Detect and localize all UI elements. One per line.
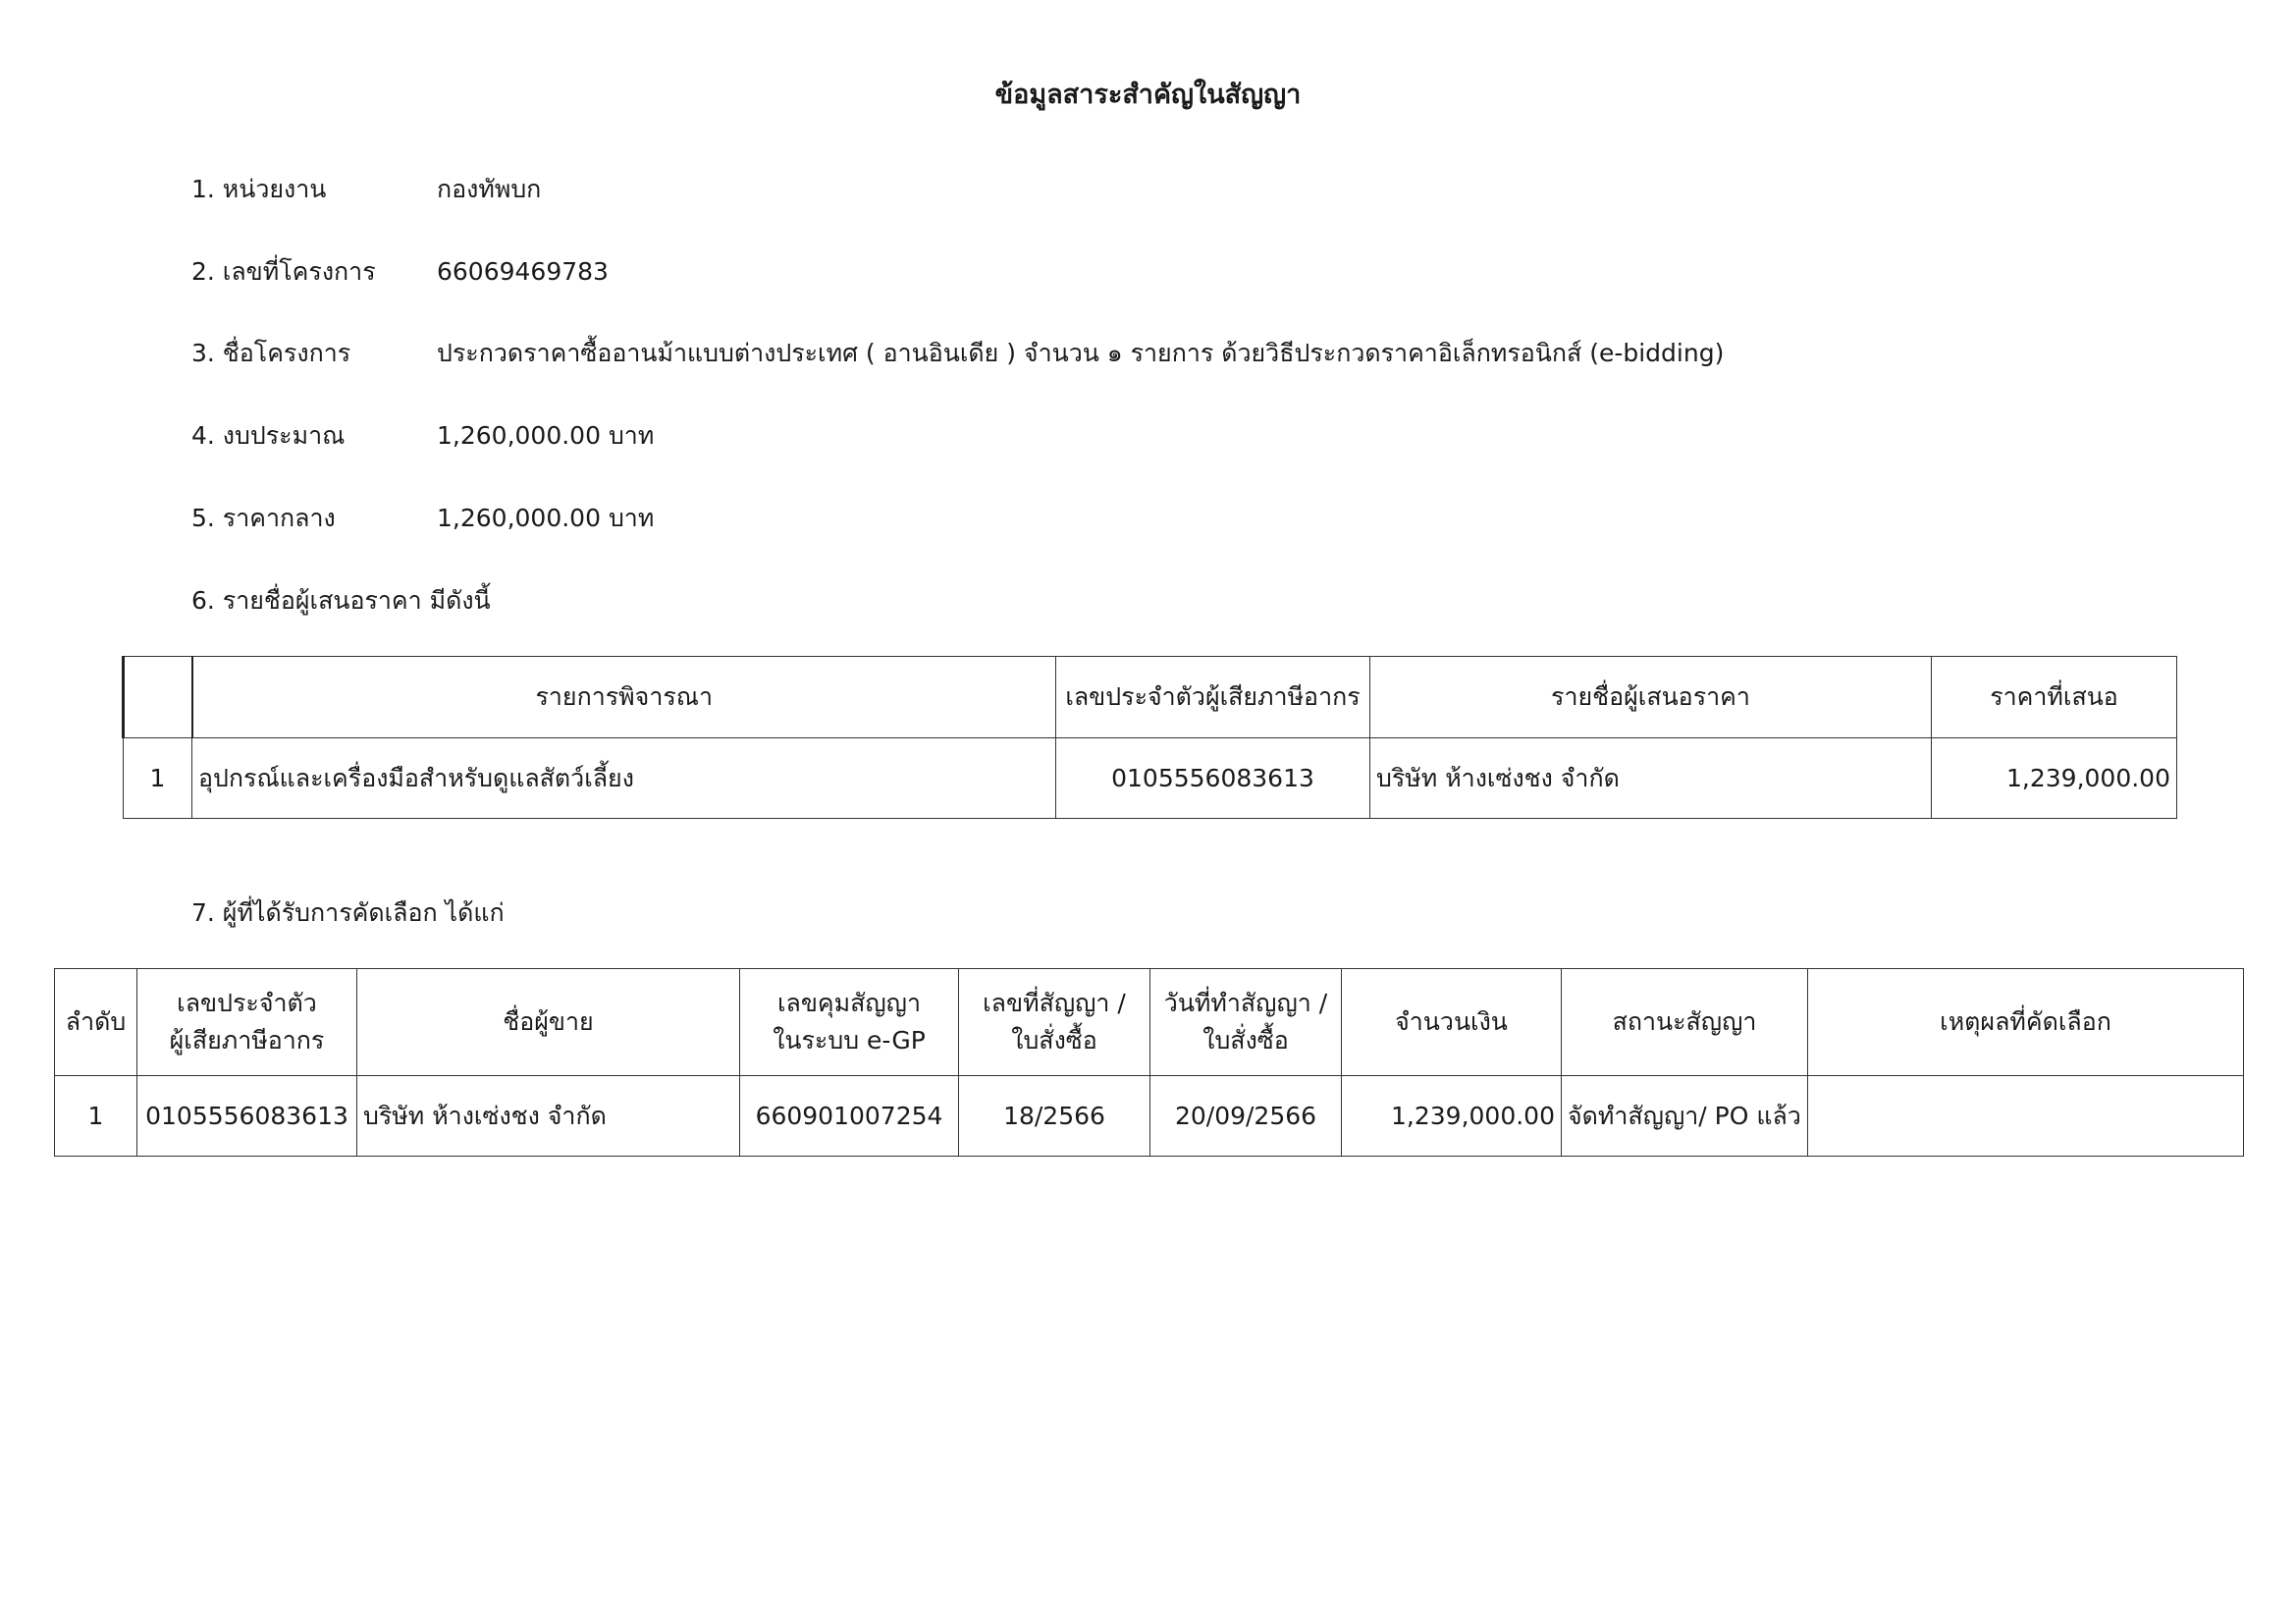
header-cell: เลขที่สัญญา / ใบสั่งซื้อ	[959, 969, 1150, 1076]
price-cell: 1,239,000.00	[1932, 738, 2177, 819]
contract-date-cell: 20/09/2566	[1150, 1076, 1342, 1157]
amount-cell: 1,239,000.00	[1342, 1076, 1562, 1157]
winners-header-row	[55, 969, 2244, 1076]
header-cell: วันที่ทำสัญญา / ใบสั่งซื้อ	[1150, 969, 1342, 1076]
field-value: 66069469783	[437, 257, 609, 286]
header-cell: สถานะสัญญา	[1562, 969, 1808, 1076]
header-cell: เหตุผลที่คัดเลือก	[1808, 969, 2244, 1076]
row-number: 1	[124, 738, 192, 819]
field-label: 2. เลขที่โครงการ	[191, 257, 376, 286]
tax-id-cell: 0105556083613	[137, 1076, 357, 1157]
header-cell: จำนวนเงิน	[1342, 969, 1562, 1076]
field-label: 4. งบประมาณ	[191, 421, 346, 450]
row-number: 1	[55, 1076, 137, 1157]
header-cell: ชื่อผู้ขาย	[357, 969, 740, 1076]
bidders-table	[122, 656, 2177, 819]
header-cell: เลขคุมสัญญา ในระบบ e-GP	[740, 969, 959, 1076]
table-row	[124, 738, 2177, 819]
reason-cell	[1808, 1076, 2244, 1157]
header-cell: รายชื่อผู้เสนอราคา	[1370, 657, 1932, 738]
field-value: กองทัพบก	[437, 175, 542, 203]
egp-number-cell: 660901007254	[740, 1076, 959, 1157]
winners-table	[54, 968, 2244, 1157]
bidder-cell: บริษัท ห้างเซ่งชง จำกัด	[1370, 738, 1932, 819]
field-value: 1,260,000.00 บาท	[437, 504, 655, 532]
table-row	[55, 1076, 2244, 1157]
tax-id-cell: 0105556083613	[1056, 738, 1370, 819]
bidders-header-row	[124, 657, 2177, 738]
status-cell: จัดทำสัญญา/ PO แล้ว	[1562, 1076, 1808, 1157]
item-cell: อุปกรณ์และเครื่องมือสำหรับดูแลสัตว์เลี้ยง	[192, 738, 1056, 819]
document-title: ข้อมูลสาระสำคัญในสัญญา	[994, 80, 1302, 110]
header-cell: ลำดับ	[55, 969, 137, 1076]
header-cell	[124, 657, 192, 738]
field-label: 1. หน่วยงาน	[191, 175, 327, 203]
seller-cell: บริษัท ห้างเซ่งชง จำกัด	[357, 1076, 740, 1157]
field-label: 5. ราคากลาง	[191, 504, 336, 532]
contract-number-cell: 18/2566	[959, 1076, 1150, 1157]
header-cell: เลขประจำตัวผู้เสียภาษีอากร	[1056, 657, 1370, 738]
header-cell: ราคาที่เสนอ	[1932, 657, 2177, 738]
header-cell: เลขประจำตัว ผู้เสียภาษีอากร	[137, 969, 357, 1076]
header-cell: รายการพิจารณา	[192, 657, 1056, 738]
field-value: ประกวดราคาซื้ออานม้าแบบต่างประเทศ ( อานอินเดีย ) จำนวน ๑ รายการ ด้วยวิธีประกวดราคาอิเล็กทรอนิกส์ (e-bidding)	[437, 339, 1725, 367]
field-value: 1,260,000.00 บาท	[437, 421, 655, 450]
field-label: 3. ชื่อโครงการ	[191, 339, 351, 367]
